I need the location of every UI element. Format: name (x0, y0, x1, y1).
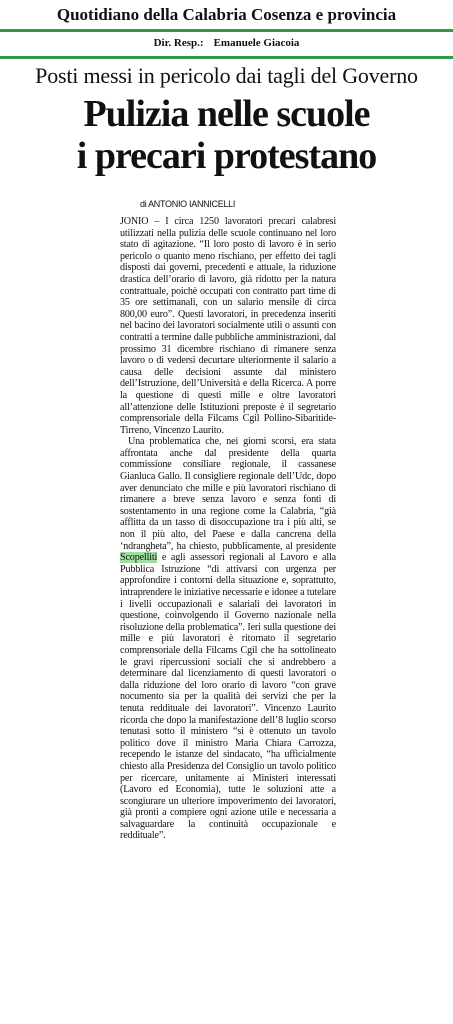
paragraph-2-text-a: Una problematica che, nei giorni scorsi, era stata affrontata anche dal presidente della quarta commissione consiliare regionale, il cassanese Gianluca Gallo. Il consigliere regionale dell’Udc, dopo aver denunciato che mille e più lavoratori rischiano di rimanere a breve senza lavoro e senza fonti di sostentamento in una regione come la Calabria, “già afflitta da un tasso di disoccupazione tra i più alti, se non il più alto, del Paese e dalla cancrena della ‘ndrangheta”, ha chiesto, pubblicamente, al presidente (120, 436, 336, 552)
article-paragraph-1: JONIO – I circa 1250 lavoratori precari calabresi utilizzati nella pulizia delle scuole continuano nel loro stato di agitazione. “Il loro posto di lavoro è in serio pericolo o quanto meno rischiano, per effetto dei tagli disposti dai governi, precedenti e attuale, la riduzione drastica dell’orario di lavoro, già ridotto per la natura contrattuale, poichè occupati con contratto part time di 35 ore settimanali, con un salario mensile di circa 800,00 euro”. Questi lavoratori, in precedenza inseriti nel bacino dei lavoratori socialmente utili o assunti con contratti a termine dalle pubbliche amministrazioni, dal prossimo 31 dicembre rischiano di rimanere senza lavoro o di vedersi decurtare ulteriormente il salario a causa delle decisioni assunte dal ministero dell’Istruzione, dell’Università e della Ricerca. A porre la questione di questi mille e oltre lavoratori all’attenzione delle Istituzioni preposte è il segretario comprensoriale della Filcams Cgil Pollino-Sibaritide-Tirreno, Vincenzo Laurito. (120, 216, 336, 436)
highlighted-name: Scopelliti (120, 552, 158, 564)
newspaper-masthead: Quotidiano della Calabria Cosenza e provincia (56, 5, 397, 24)
article-body (120, 216, 336, 842)
article-paragraph-2 (120, 436, 336, 842)
article-byline: di ANTONIO IANNICELLI (140, 199, 236, 209)
article-kicker: Posti messi in pericolo dai tagli del Governo (35, 63, 418, 88)
headline-line-2: i precari protestano (76, 135, 377, 177)
director-label: Dir. Resp.: (153, 37, 204, 49)
director-line (0, 35, 453, 51)
paragraph-2-text-b: e agli assessori regionali al Lavoro e alla Pubblica Istruzione “di attivarsi con urgenza per approfondire i contorni della situazione e, soprattutto, intraprendere le iniziative necessarie e idonee a tutelare i livelli occupazionali e salariali dei lavoratori in questione, coinvolgendo il Governo nazionale nella risoluzione della problematica”. Ieri sulla questione dei mille e più lavoratori è ritornato il segretario comprensoriale della Filcams Cgil che ha sottolineato le gravi ripercussioni sociali che si andrebbero a determinare dal licenziamento di questi lavoratori o dalla riduzione del loro orario di lavoro “con grave nocumento sia per la qualità dei servizi che per la tenuta reddituale dei lavoratori”. Vincenzo Laurito ricorda che dopo la manifestazione dell’8 luglio scorso tenutasi sotto il ministero “si è ottenuto un tavolo politico dove il ministro Maria Chiara Carrozza, recependo le istanze del sindacato, “ha ufficialmente chiesto alla Presidenza del Consiglio un tavolo politico per ricercare, unitamente ai Ministeri interessati (Lavoro ed Economia), tutte le soluzioni atte a scongiurare un ulteriore impoverimento dei lavoratori, già pronti a compiere ogni azione utile e necessaria a salvaguardare la continuità occupazionale e reddituale”. (120, 552, 336, 842)
director-name: Emanuele Giacoia (213, 37, 300, 49)
article-headline (0, 93, 453, 177)
headline-line-1: Pulizia nelle scuole (83, 93, 370, 135)
masthead-rule-bottom (0, 56, 453, 59)
masthead-rule-top (0, 29, 453, 32)
